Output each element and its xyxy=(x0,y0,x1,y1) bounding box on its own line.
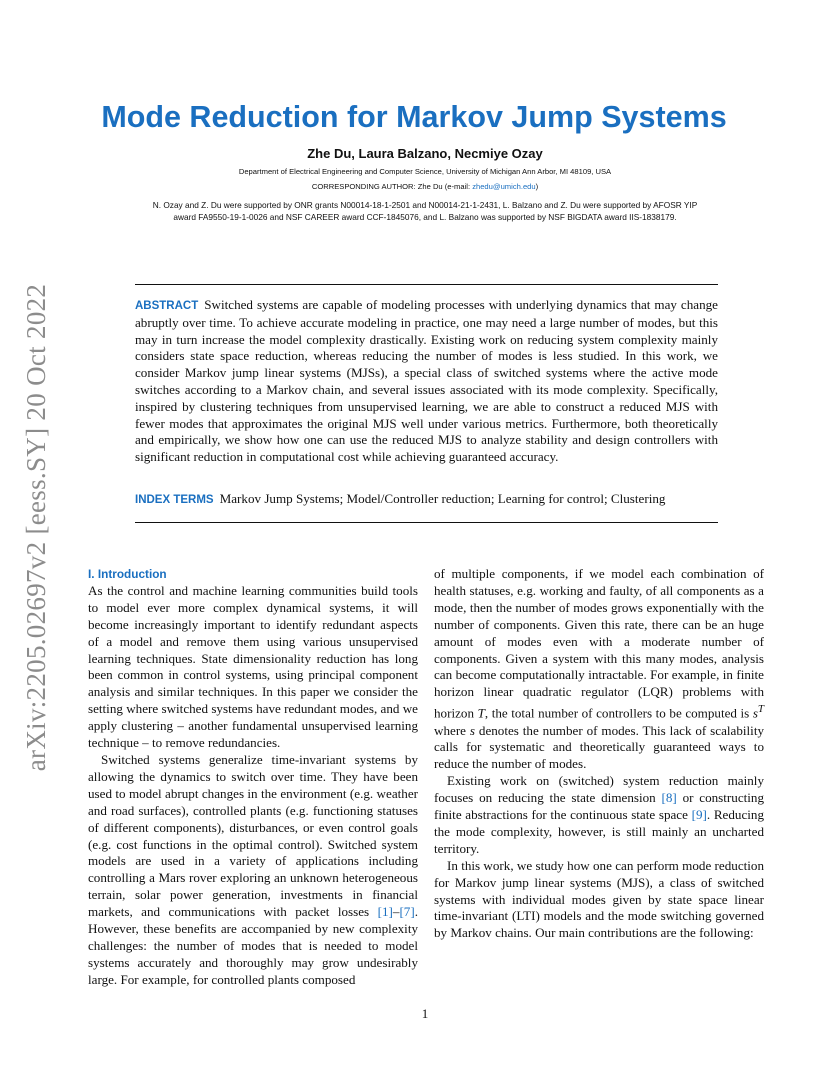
arxiv-identifier-stamp xyxy=(20,280,54,774)
abstract-bottom-rule xyxy=(135,522,718,523)
affiliation: Department of Electrical Engineering and Computer Science, University of Michigan Ann Arbor, MI 48109, USA xyxy=(238,167,612,176)
math-variable-s-2: s xyxy=(469,722,475,738)
intro-paragraph-4-text-b: or constructing finite abstractions for the continuous state space xyxy=(434,790,765,823)
intro-paragraph-3-text-a: of multiple components, if we model each combination of health statuses, e.g. working and faulty, of all components as a mode, then the number of modes grows exponentially with the number of components. Given this rate, there can be an huge amount of modes even with a moderate number of components. Given a system with this many modes, analysis can become computationally intractable. For example, in finite horizon linear quadratic regulator (LQR) problems with horizon xyxy=(434,566,764,721)
math-variable-T: T xyxy=(477,705,485,721)
intro-paragraph-4-text-c: . Reducing the mode complexity, however, is still mainly an uncharted territory. xyxy=(434,807,765,856)
citation-range-dash: – xyxy=(392,904,400,920)
citation-link-9[interactable]: [9] xyxy=(691,807,707,823)
page-number: 1 xyxy=(421,1006,429,1021)
intro-paragraph-3 xyxy=(434,566,764,773)
arxiv-identifier-text: arXiv:2205.02697v2 [eess.SY] 20 Oct 2022 xyxy=(21,283,52,771)
section-heading-introduction: I. Introduction xyxy=(88,567,167,581)
corresponding-author-suffix: ) xyxy=(535,182,539,191)
intro-paragraph-2 xyxy=(88,752,418,989)
intro-paragraph-3-text-c: where xyxy=(434,722,470,738)
abstract-text: Switched systems are capable of modeling processes with underlying dynamics that may change abruptly over time. To achieve accurate modeling in practice, one may need a large number of modes, but this may in turn increase the model complexity drastically. Existing work on reducing system complexity mainly considers state space reduction, whereas reducing the number of modes is less studied. In this work, we consider Markov jump linear systems (MJSs), a special class of switched systems where the active mode switches according to a Markov chain, and several issues associated with its mode complexity. Specifically, inspired by clustering techniques from unsupervised learning, we are able to construct a reduced MJS with fewer modes that approximates the original MJS well under various metrics. Furthermore, both theoretically and empirically, we show how one can use the reduced MJS to analyze stability and design controllers with significant reduction in computational cost while achieving guaranteed accuracy. xyxy=(135,297,718,465)
index-terms-text: Markov Jump Systems; Model/Controller reduction; Learning for control; Clustering xyxy=(219,491,666,506)
intro-paragraph-4-text-a: Existing work on (switched) system reduction mainly focuses on reducing the state dimension xyxy=(434,773,764,806)
corresponding-author-prefix: CORRESPONDING AUTHOR: Zhe Du (e-mail: xyxy=(311,182,473,191)
index-terms-block xyxy=(135,491,718,507)
intro-paragraph-1: As the control and machine learning communities build tools to model ever more complex dynamical systems, it will become increasingly important to identify redundant aspects of a model and remove them using various unsupervised learning techniques. State dimensionality reduction has long been common in control systems, using principal component analysis and similar techniques. In this paper we consider the setting where switched systems have redundant modes, and we apply clustering – another fundamental unsupervised learning technique – to remove redundancies. xyxy=(88,582,418,751)
math-exponent-T: T xyxy=(757,703,764,716)
intro-paragraph-3-text-b: , the total number of controllers to be computed is xyxy=(484,705,753,721)
author-list: Zhe Du, Laura Balzano, Necmiye Ozay xyxy=(307,146,543,161)
abstract-top-rule xyxy=(135,284,718,285)
paper-title: Mode Reduction for Markov Jump Systems xyxy=(101,100,727,134)
citation-link-7[interactable]: [7] xyxy=(399,904,415,920)
abstract-block xyxy=(135,297,718,466)
citation-link-1[interactable]: [1] xyxy=(377,904,393,920)
intro-paragraph-2-text-a: Switched systems generalize time-invariant systems by allowing the dynamics to switch over time. They have been used to model abrupt changes in the environment (e.g. weather and road surfaces), controlled plants (e.g. functioning statuses of different components), disturbances, or even control goals (e.g. cost functions in the optimal control). Switched system models are used in a variety of applications including controlling a Mars rover exploring an unknown heterogeneous terrain, solar power generation, investments in financial markets, and communications with packet losses xyxy=(88,751,418,920)
intro-paragraph-2-text-b: . However, these benefits are accompanied by new complexity challenges: the number of modes that is needed to model systems accurately and thoroughly may grow undesirably large. For example, for controlled plants composed xyxy=(88,904,418,987)
corresponding-email-link[interactable]: zhedu@umich.edu xyxy=(472,182,536,191)
intro-paragraph-5: In this work, we study how one can perform mode reduction for Markov jump linear systems (MJS), a class of switched systems with individual modes given by state space linear time-invariant (LTI) models and the mode switching governed by Markov chains. Our main contributions are the following: xyxy=(434,857,764,941)
index-terms-label: INDEX TERMS xyxy=(135,494,214,506)
left-column xyxy=(88,566,418,989)
citation-link-8[interactable]: [8] xyxy=(661,790,677,806)
math-variable-s: s xyxy=(752,705,758,721)
intro-paragraph-4 xyxy=(434,773,764,858)
abstract-label: ABSTRACT xyxy=(135,300,199,312)
intro-paragraph-3-text-d: denotes the number of modes. This lack of scalability calls for systematic and theoretically guaranteed ways to reduce the number of modes. xyxy=(434,722,764,772)
funding-note: N. Ozay and Z. Du were supported by ONR grants N00014-18-1-2501 and N00014-21-1-2431, L. Balzano and Z. Du were supported by AFOSR YIP award FA9550-19-1-0026 and NSF CAREER award CCF-1845076, and L. Balzano was supported by NSF BIGDATA award IIS-1838179. xyxy=(152,200,698,222)
right-column xyxy=(434,566,764,942)
corresponding-author xyxy=(0,182,828,191)
